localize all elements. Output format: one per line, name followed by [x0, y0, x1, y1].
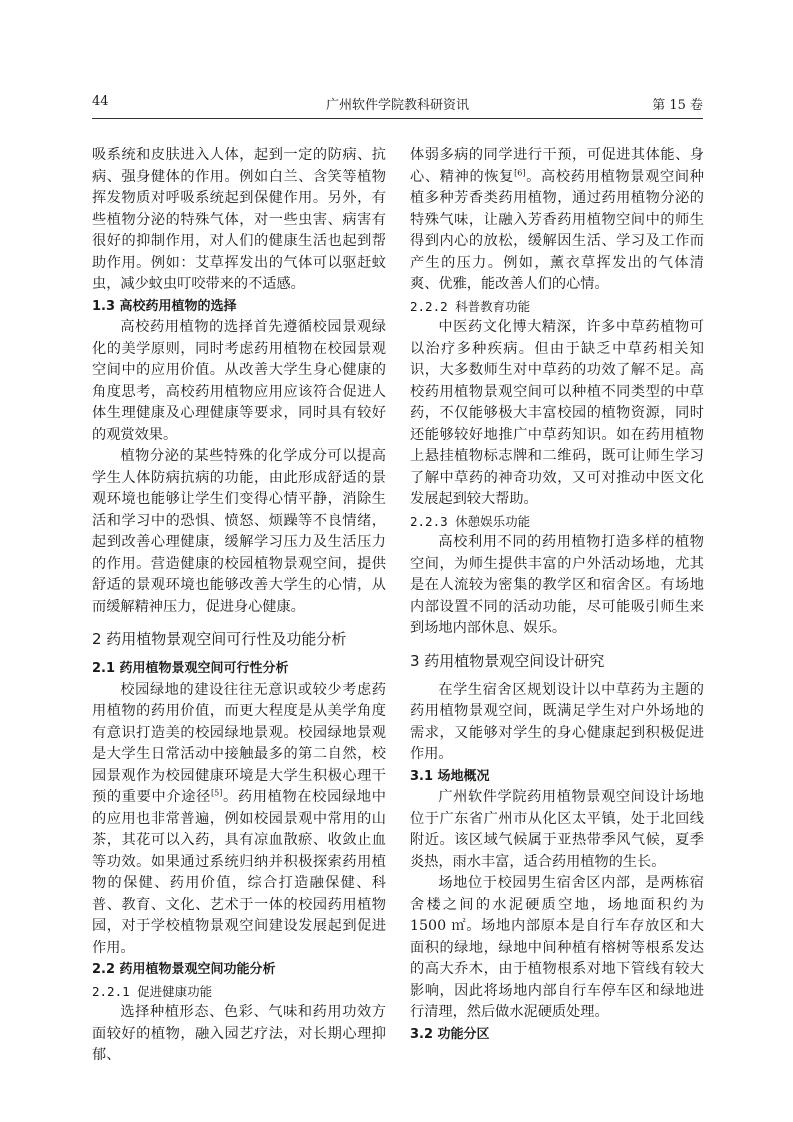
paragraph-3-1-a: 广州软件学院药用植物景观空间设计场地位于广东省广州市从化区太平镇，处于北回线附近。该区域气候属于亚热带季风气候，夏季炎热，雨水丰富，适合药用植物的生长。: [410, 789, 704, 870]
heading-section-2: 2 药用植物景观空间可行性及功能分析: [92, 630, 347, 648]
heading-2-2-3: 2.2.3 休憩娱乐功能: [410, 513, 531, 529]
citation-5[interactable]: [5]: [211, 788, 223, 798]
paragraph-2-1-text-cont: 。药用植物在校园绿地中的应用也非常普遍，例如校园景观中常用的山茶，其花可以入药，具有凉血散瘀、收敛止血等功效。如果通过系统归纳并积极探索药用植物的保健、药用价值，综合打造融保健、科普、教育、文化、艺术于一体的校园药用植物园，对于学校植物景观空间建设发展起到促进作用。: [92, 789, 386, 956]
heading-1-3: 1.3 高校药用植物的选择: [92, 298, 237, 314]
journal-title: 广州软件学院教科研资讯: [325, 98, 469, 113]
heading-2-2: 2.2 药用植物景观空间功能分析: [92, 962, 276, 977]
left-column: [92, 145, 386, 1067]
paragraph-3: 在学生宿舍区规划设计以中草药为主题的药用植物景观空间，既满足学生对户外场地的需求，又能够对学生的身心健康起到积极促进作用。: [410, 681, 704, 762]
paragraph-2-1: [92, 680, 386, 960]
paragraph-3-1-b: 场地位于校园男生宿舍区内部，是两栋宿舍楼之间的水泥硬质空地，场地面积约为 1500 ㎡。场地内部原本是自行车存放区和大面积的绿地，绿地中间种植有榕树等根系发达的高大乔木，由于植物根系对地下管线有较大影响，因此将场地内部自行车停车区和绿地进行清理，然后做水泥硬质处理。: [410, 875, 704, 1020]
volume-label: 第 15 卷: [652, 98, 703, 113]
citation-6[interactable]: [6]: [514, 167, 526, 177]
heading-2-1: 2.1 药用植物景观空间可行性分析: [92, 661, 289, 676]
heading-3-1: 3.1 场地概况: [410, 768, 490, 784]
running-header: [92, 94, 703, 116]
paragraph-1-3-b: 植物分泌的某些特殊的化学成分可以提高学生人体防病抗病的功能，由此形成舒适的景观环境也能够让学生们变得心情平静，消除生活和学习中的恐惧、愤怒、烦躁等不良情绪，起到改善心理健康，缓解学习压力及生活压力的作用。营造健康的校园植物景观空间，提供舒适的景观环境也能够改善大学生的心情，从而缓解精神压力，促进身心健康。: [92, 448, 386, 615]
heading-2-2-2: 2.2.2 科普教育功能: [410, 298, 531, 314]
heading-2-2-1: 2.2.1 促进健康功能: [92, 983, 213, 999]
paragraph-2-2-2: 中医药文化博大精深，许多中草药植物可以治疗多种疾病。但由于缺乏中草药相关知识，大多数师生对中草药的功效了解不足。高校药用植物景观空间可以种植不同类型的中草药，不仅能够极大丰富校园的植物资源，同时还能够较好地推广中草药知识。如在药用植物上悬挂植物标志牌和二维码，既可让师生学习了解中草药的神奇功效，又可对推动中医文化发展起到较大帮助。: [410, 319, 704, 507]
paragraph-2-1-text: 校园绿地的建设往往无意识或较少考虑药用植物的药用价值，而更大程度是从美学角度有意识打造美的校园绿地景观。校园绿地景观是大学生日常活动中接触最多的第二自然，校园景观作为校园健康环境是大学生积极心理干预的重要中介途径: [92, 681, 386, 805]
header-divider: [92, 118, 703, 119]
paragraph-continued-text: 体弱多病的同学进行干预，可促进其体能、身心、精神的恢复: [410, 147, 704, 185]
paragraph-2-2-1: 选择种植形态、色彩、气味和药用功效方面较好的植物，融入园艺疗法，对长期心理抑郁、: [92, 1004, 386, 1063]
paragraph-continued: [410, 145, 704, 296]
heading-3-2: 3.2 功能分区: [410, 1026, 490, 1042]
paragraph-intro: 吸系统和皮肤进入人体，起到一定的防病、抗病、强身健体的作用。例如白兰、含笑等植物挥发物质对呼吸系统起到保健作用。另外，有些植物分泌的特殊气体，对一些虫害、病害有很好的抑制作用，对人们的健康生活也起到帮助作用。例如：艾草挥发出的气体可以驱赶蚊虫，减少蚊虫叮咬带来的不适感。: [92, 147, 386, 292]
paragraph-1-3-a: 高校药用植物的选择首先遵循校园景观绿化的美学原则，同时考虑药用植物在校园景观空间中的应用价值。从改善大学生身心健康的角度思考，高校药用植物应用应该符合促进人体生理健康及心理健康等要求，同时具有较好的观赏效果。: [92, 319, 386, 443]
paragraph-2-2-3: 高校利用不同的药用植物打造多样的植物空间，为师生提供丰富的户外活动场地，尤其是在人流较为密集的教学区和宿舍区。有场地内部设置不同的活动功能，尽可能吸引师生来到场地内部休息、娱乐。: [410, 534, 704, 636]
page-number: 44: [92, 94, 109, 109]
paragraph-continued-text-cont: 。高校药用植物景观空间种植多种芳香类药用植物，通过药用植物分泌的特殊气味，让融入芳香药用植物空间中的师生得到内心的放松，缓解因生活、学习及工作而产生的压力。例如，薰衣草挥发出的气体清爽、优雅，能改善人们的心情。: [410, 168, 704, 292]
right-column: [410, 145, 704, 1045]
heading-section-3: 3 药用植物景观空间设计研究: [410, 651, 605, 670]
